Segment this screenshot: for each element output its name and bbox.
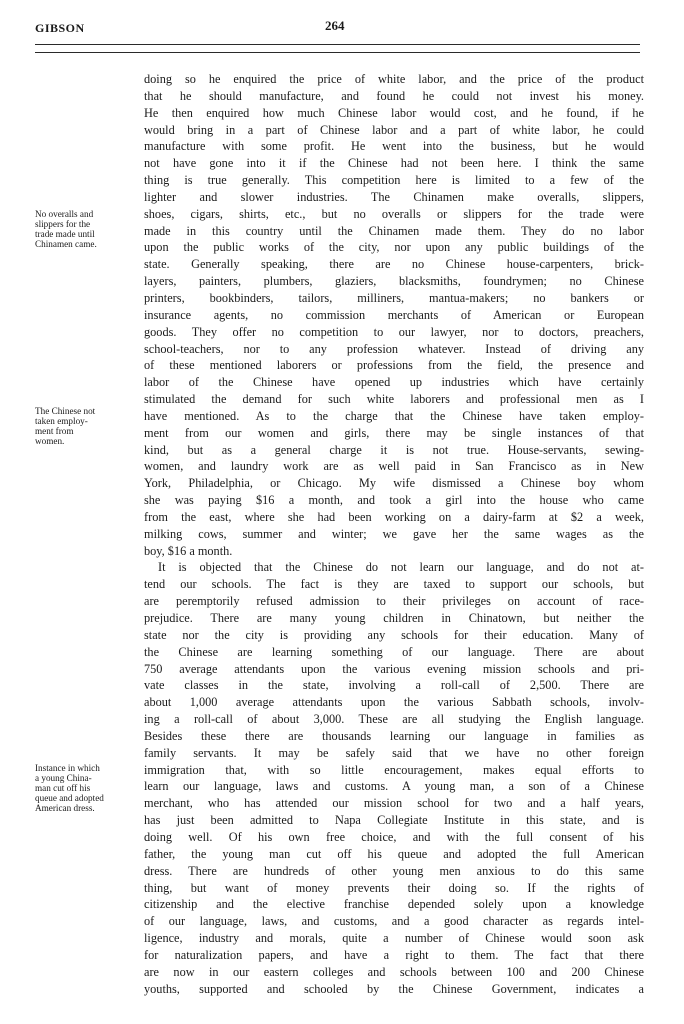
margin-note-line: slippers for the	[35, 219, 91, 229]
text-line: milking cows, summer and winter; we gave her the same wages as the	[144, 526, 644, 541]
text-line: school-teachers, nor to any profession whatever. Instead of driving any	[144, 341, 644, 356]
text-line: ligence, industry and morals, quite a number of Chinese would soon ask	[144, 931, 644, 946]
text-line: women, and laundry work are as well paid in San Francisco as in New	[144, 459, 644, 474]
text-line: shoes, cigars, shirts, etc., but no overalls or slippers for the trade were	[144, 206, 644, 221]
text-line: ment from our women and girls, there may be single instances of that	[144, 425, 644, 440]
text-line: vate classes in the state, involving a roll-call of 2,500. There are	[144, 678, 644, 693]
text-line: would bring in a part of Chinese labor and a part of white labor, he could	[144, 122, 644, 137]
text-line: He then enquired how much Chinese labor would cost, and he found, if he	[144, 105, 644, 120]
text-line: she was paying $16 a month, and took a girl into the house who came	[144, 493, 644, 508]
text-line: ing a roll-call of about 3,000. These are all studying the English language.	[144, 712, 644, 727]
margin-note-line: queue and adopted	[35, 793, 104, 803]
text-line: doing well. Of his own free choice, and with the full consent of his	[144, 829, 644, 844]
text-line: made in this country until the Chinamen made them. They do no labor	[144, 223, 644, 238]
text-line: insurance agents, no commission merchants of American or European	[144, 307, 644, 322]
text-line: the Chinese are learning something of our language. There are about	[144, 644, 644, 659]
text-line: of these mentioned laborers or professions from the field, the presence and	[144, 358, 644, 373]
text-line: learn our language, laws and customs. A young man, a son of a Chinese	[144, 779, 644, 794]
text-line: that he should manufacture, and found he could not invest his money.	[144, 88, 644, 103]
text-line: printers, bookbinders, tailors, milliners, mantua-makers; no bankers or	[144, 290, 644, 305]
margin-note	[35, 406, 145, 446]
text-line: labor of the Chinese have opened up industries which have certainly	[144, 375, 644, 390]
margin-note-line: Chinamen came.	[35, 239, 97, 249]
text-line: merchant, who has attended our mission school for two and a half years,	[144, 796, 644, 811]
text-line: family servants. It may be safely said that we have no other foreign	[144, 745, 644, 760]
text-line: dress. There are hundreds of other young men anxious to do this same	[144, 863, 644, 878]
margin-note-line: Instance in which	[35, 763, 100, 773]
text-line: layers, painters, plumbers, glaziers, blacksmiths, foundrymen; no Chinese	[144, 274, 644, 289]
text-line: not have gone into it if the Chinese had not been here. I think the same	[144, 156, 644, 171]
text-line: manufacture with some profit. He went into the business, but he would	[144, 139, 644, 154]
margin-note	[35, 209, 145, 249]
margin-note-line: man cut off his	[35, 783, 91, 793]
text-line: kind, but as a general charge it is not true. House-servants, sewing-	[144, 442, 644, 457]
text-line: father, the young man cut off his queue and adopted the full American	[144, 846, 644, 861]
text-line: goods. They offer no competition to our lawyer, nor to doctors, preachers,	[144, 324, 644, 339]
body-text	[144, 71, 644, 997]
text-line: has just been admitted to Napa Collegiate Institute in this state, and is	[144, 813, 644, 828]
header-rule-bottom	[35, 52, 640, 53]
margin-note-line: women.	[35, 436, 65, 446]
text-line: citizenship and the elective franchise depended solely upon a knowledge	[144, 897, 644, 912]
text-line: doing so he enquired the price of white labor, and the price of the product	[144, 72, 644, 86]
text-line: tend our schools. The fact is they are taxed to support our schools, but	[144, 577, 644, 592]
text-line: for naturalization papers, and have a right to them. The fact that there	[144, 947, 644, 962]
margin-note	[35, 763, 145, 813]
text-line: have mentioned. As to the charge that the Chinese have taken employ-	[144, 408, 644, 423]
text-line: immigration that, with so little encouragement, makes equal efforts to	[144, 762, 644, 777]
running-head: GIBSON	[35, 21, 85, 35]
text-line: thing, but want of money prevents their doing so. If the rights of	[144, 880, 644, 895]
text-line: are peremptorily refused admission to their privileges on account of race-	[144, 594, 644, 609]
margin-note-line: trade made until	[35, 229, 95, 239]
margin-note-line: ment from	[35, 426, 74, 436]
text-line: lighter and slower industries. The Chinamen make overalls, slippers,	[144, 189, 644, 204]
text-line: Besides these there are thousands learning our language in families as	[144, 728, 644, 743]
text-line: thing is true generally. This competition here is limited to a few of the	[144, 173, 644, 188]
margin-note-line: American dress.	[35, 803, 95, 813]
text-line: about 1,000 average attendants upon the various Sabbath schools, involv-	[144, 695, 644, 710]
text-line: youths, supported and schooled by the Chinese Government, indicates a	[144, 981, 644, 996]
margin-note-line: taken employ-	[35, 416, 88, 426]
header-rule-top	[35, 44, 640, 45]
margin-note-line: a young China-	[35, 773, 92, 783]
text-line: 750 average attendants upon the various evening mission schools and pri-	[144, 661, 644, 676]
text-line: of our language, laws, and customs, and a good character as regards intel-	[144, 914, 644, 929]
text-line: are now in our eastern colleges and schools between 100 and 200 Chinese	[144, 964, 644, 979]
text-line: York, Philadelphia, or Chicago. My wife dismissed a Chinese boy whom	[144, 476, 644, 491]
text-line: upon the public works of the city, nor upon any public buildings of the	[144, 240, 644, 255]
text-line: from the east, where she had been working on a dairy-farm at $2 a week,	[144, 509, 644, 524]
text-line: prejudice. There are many young children in Chinatown, but neither the	[144, 611, 644, 625]
text-line: stimulated the demand for such white laborers and professional men as I	[144, 392, 644, 407]
page-number: 264	[325, 18, 345, 33]
text-line: state nor the city is providing any schools for their education. Many of	[144, 627, 644, 642]
text-line: boy, $16 a month.	[144, 543, 233, 558]
page-header	[35, 18, 635, 38]
text-line: It is objected that the Chinese do not learn our language, and do not at-	[158, 560, 644, 575]
text-line: state. Generally speaking, there are no Chinese house-carpenters, brick-	[144, 257, 644, 272]
margin-note-line: The Chinese not	[35, 406, 96, 416]
margin-note-line: No overalls and	[35, 209, 94, 219]
